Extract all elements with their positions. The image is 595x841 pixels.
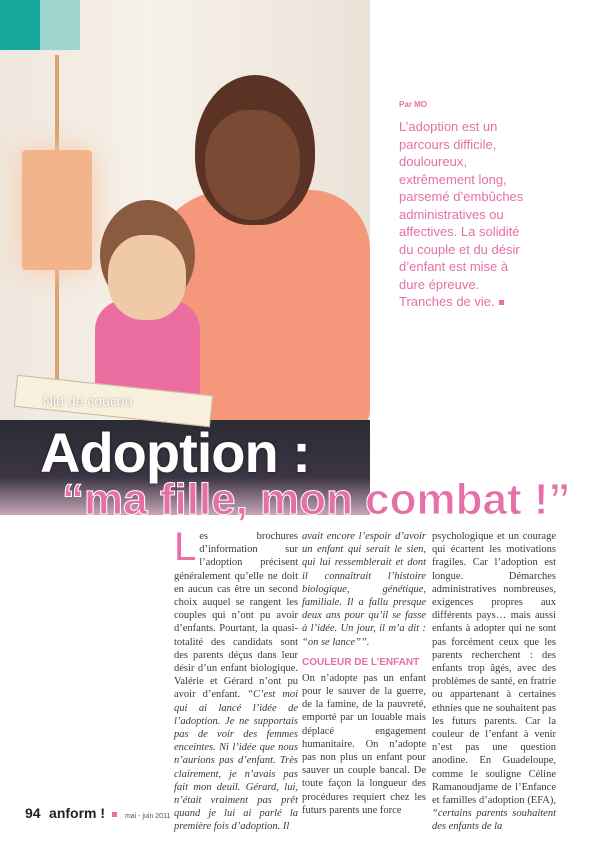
child-face	[108, 235, 186, 320]
end-mark-icon	[499, 300, 504, 305]
column-3-text: psychologique et un courage qui écartent les motivations fragiles. Car l’adoption est longue. Démarches administratives nombreuses, exigences propres aux différents pays… mais aussi enfants à adopter qui ne sont pas forcément ceux que les parents recherchent : des enfants trop âgés, avec des problèmes de santé, en fratrie ou appartenant à certaines ethnies que ne souhaitent pas les futurs parents. Car la couleur de l’enfant à venir n’est pas une question anodine. En Guadeloupe, comme le souligne Céline Ramanoudjame de l’Enfance et familles d’adoption (EFA),	[432, 531, 556, 807]
article-column-3	[432, 530, 556, 834]
article-column-2	[302, 530, 426, 817]
page-footer	[25, 805, 170, 823]
section-label: Nid de coucou	[43, 393, 133, 409]
standfirst-text: L’adoption est un parcours difficile, douloureux, extrêmement long, parsemé d’embûches administratives ou affectives. La solidité du couple et du désir d’enfant est mise à dure épreuve. Tranches de vie.	[399, 119, 524, 309]
column-1-quote: “C’est moi qui ai lancé l’idée de l’adoption. Je ne supportais pas de voir des femmes enceintes. Ni l’idée que nous n’aurions pas d’enfant. Très clairement, je n’avais pas fait mon deuil. Gérard, lui, n’était vraiment pas prêt quand je lui ai parlé la première fois d’adoption. Il	[174, 689, 298, 833]
headline-quote: “ma fille, mon combat !”	[62, 475, 571, 524]
byline: Par MO	[399, 100, 428, 109]
footer-square-icon	[112, 812, 117, 817]
article-column-1	[174, 525, 298, 834]
subheading: COULEUR DE L’ENFANT	[302, 656, 420, 668]
column-1-text: es brochures d’information sur l’adoption précisent généralement qu’elle ne doit en aucun cas être un second choix auquel se rangent les couples qui n’ont pu avoir d’enfants. Pourtant, la quasi-totalité des candidats sont des parents déçus dans leur désir d’un enfant biologique. Valérie et Gérard n’ont pu avoir d’enfant.	[174, 531, 298, 701]
column-2-text: On n’adopte pas un enfant pour le sauver de la guerre, de la famine, de la pauvreté, emporté par un louable mais déplacé engagement humanitaire. On n’adopte pas non plus un enfant pour sauver un couple bancal. De toute façon la longueur des procédures requiert chez les futurs parents une force	[302, 672, 426, 816]
page-number: 94	[25, 805, 41, 821]
headline: Adoption :	[40, 421, 310, 484]
drop-cap: L	[174, 525, 197, 569]
teal-square	[0, 0, 40, 50]
column-3-quote: “certains parents souhaitent des enfants de la	[432, 808, 556, 833]
lamp-shade	[22, 150, 92, 270]
mother-face	[205, 110, 300, 220]
column-2-quote: avait encore l’espoir d’avoir un enfant qui serait le sien, qui lui ressemblerait et dont il connaîtrait l’histoire biologique, génétique, familiale. Il a fallu presque deux ans pour qu’il se fasse à l’idée. Un jour, il m’a dit : “on se lance””.	[302, 531, 426, 648]
magazine-name: anform !	[49, 805, 106, 821]
light-teal-square	[40, 0, 80, 50]
issue-date: mai - juin 2011	[124, 813, 171, 820]
standfirst	[399, 118, 534, 311]
